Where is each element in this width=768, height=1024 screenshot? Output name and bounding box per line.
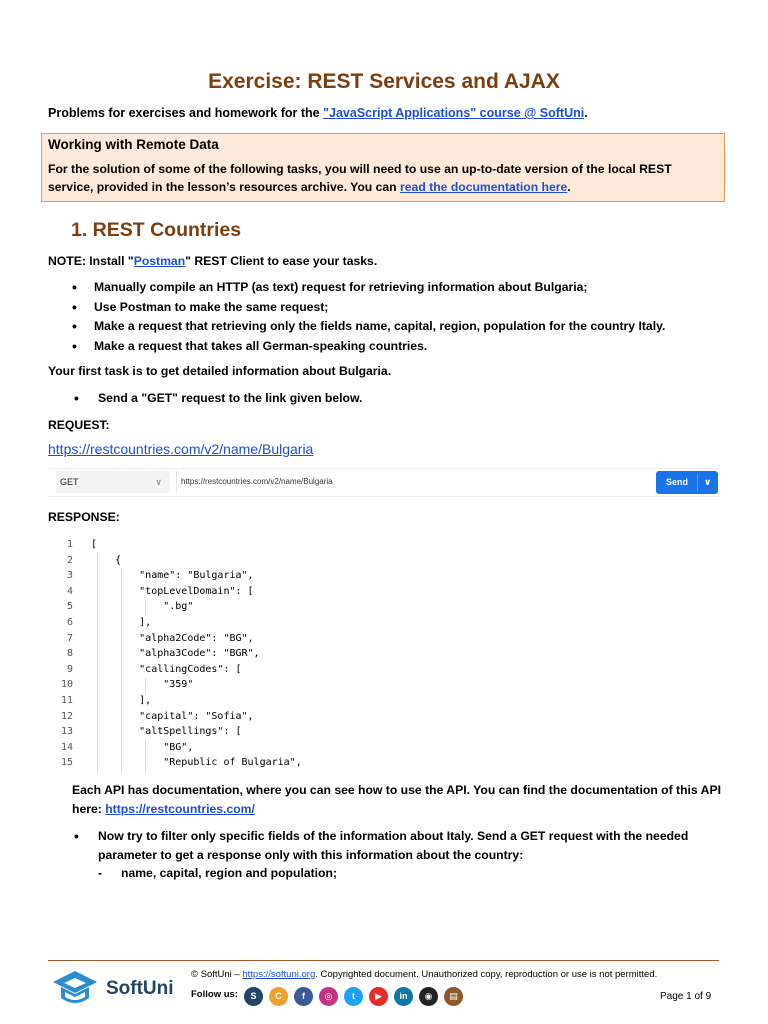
line-number: 1	[66, 539, 73, 550]
line-number: 5	[66, 601, 73, 613]
task-list	[72, 280, 665, 358]
youtube-icon[interactable]: ▶	[369, 987, 388, 1006]
linkedin-icon[interactable]: in	[394, 987, 413, 1006]
facebook-icon[interactable]: f	[294, 987, 313, 1006]
code-line: "359"	[91, 679, 194, 691]
method-select[interactable]	[56, 471, 170, 493]
bullet-dot: •	[74, 390, 79, 406]
request-url-link[interactable]: https://restcountries.com/v2/name/Bulgaria	[48, 441, 314, 457]
code-line: "Republic of Bulgaria",	[91, 757, 302, 769]
line-number: 14	[60, 741, 73, 753]
store-icon[interactable]: ▤	[444, 987, 463, 1006]
intro-text	[48, 106, 588, 120]
restcountries-link[interactable]: https://restcountries.com/	[105, 802, 255, 816]
code-line: "name": "Bulgaria",	[91, 570, 254, 582]
page-number: Page 1 of 9	[660, 991, 712, 1002]
note-heading: Working with Remote Data	[48, 137, 219, 152]
code-line: ],	[91, 617, 152, 628]
copy-suffix: . Copyrighted document. Unauthorized copy, reproduction or use is not permitted.	[315, 969, 658, 980]
filter-text: Now try to filter only specific fields of the information about Italy. Send a GET request with the needed parameter to get a response only with this information about the country:	[98, 829, 689, 862]
softuni-logo[interactable]	[50, 968, 180, 1010]
line-number: 6	[66, 617, 73, 628]
button-divider	[697, 474, 698, 491]
code-line: "topLevelDomain": [	[91, 585, 254, 597]
code-line: "capital": "Sofia",	[91, 710, 254, 722]
postman-request-bar	[48, 468, 720, 497]
note-body: For the solution of some of the following tasks, you will need to use an up-to-date version of the local REST service, provided in the lesson’s resources archive. You can	[48, 162, 672, 194]
sub-item-text: name, capital, region and population;	[121, 866, 338, 880]
line-number: 7	[66, 632, 73, 644]
softuni-creative-icon[interactable]: C	[269, 987, 288, 1006]
code-line: "altSpellings": [	[91, 726, 242, 738]
postman-note	[48, 254, 377, 268]
method-label: GET	[60, 477, 79, 487]
follow-us-label: Follow us:	[191, 989, 238, 1000]
line-number: 15	[60, 757, 73, 769]
line-number: 12	[60, 710, 73, 722]
list-item: • Manually compile an HTTP (as text) request for retrieving information about Bulgaria;	[72, 280, 665, 300]
softuni-icon[interactable]: S	[244, 987, 263, 1006]
line-number: 10	[60, 679, 73, 691]
remote-data-note	[41, 133, 725, 202]
line-number: 8	[66, 648, 73, 660]
note-text	[48, 160, 718, 196]
bullet-dot: •	[74, 828, 79, 844]
note-suffix: .	[567, 180, 571, 194]
line-number: 3	[66, 570, 73, 582]
code-line: {	[91, 554, 122, 566]
code-line: "BG",	[91, 741, 194, 753]
response-code-block	[55, 539, 615, 769]
api-documentation-text	[72, 781, 732, 819]
send-get-bullet	[74, 390, 363, 406]
section-heading: 1. REST Countries	[71, 219, 242, 241]
postman-link[interactable]: Postman	[133, 254, 186, 268]
code-line: "callingCodes": [	[91, 663, 242, 675]
code-line: "alpha2Code": "BG",	[91, 632, 254, 644]
line-number: 13	[60, 726, 73, 738]
code-line: "alpha3Code": "BGR",	[91, 648, 260, 660]
intro-prefix: Problems for exercises and homework for the	[48, 106, 324, 120]
line-number: 2	[66, 554, 73, 566]
line-number: 4	[66, 585, 73, 597]
list-item: • Make a request that takes all German-speaking countries.	[72, 339, 665, 359]
send-label: Send	[666, 477, 689, 487]
logo-text: SoftUni	[106, 978, 174, 999]
response-label: RESPONSE:	[48, 510, 120, 524]
send-get-text: Send a "GET" request to the link given below.	[98, 391, 363, 405]
chevron-down-icon: ∨	[155, 477, 162, 487]
line-number: 11	[60, 695, 73, 706]
list-item: • Use Postman to make the same request;	[72, 300, 665, 320]
graduation-cap-icon	[50, 968, 100, 1008]
github-icon[interactable]: ◉	[419, 987, 438, 1006]
send-button[interactable]	[656, 471, 718, 494]
list-item: • Make a request that retrieving only the fields name, capital, region, population for the country Italy.	[72, 319, 665, 339]
first-task-text: Your first task is to get detailed information about Bulgaria.	[48, 364, 392, 378]
footer-divider	[48, 960, 719, 961]
page-title: Exercise: REST Services and AJAX	[208, 70, 560, 93]
code-line: [	[91, 539, 98, 550]
course-link[interactable]: "JavaScript Applications" course @ SoftUni	[323, 106, 585, 120]
postman-note-suffix: " REST Client to ease your tasks.	[185, 254, 378, 268]
postman-note-prefix: NOTE: Install "	[48, 254, 134, 268]
twitter-icon[interactable]: t	[344, 987, 363, 1006]
intro-suffix: .	[584, 106, 588, 120]
copyright-text	[191, 969, 657, 980]
api-text-body: Each API has documentation, where you can see how to use the API. You can find the documentation of this API here:	[72, 783, 721, 816]
instagram-icon[interactable]: ◎	[319, 987, 338, 1006]
copy-prefix: © SoftUni –	[191, 969, 243, 980]
softuni-site-link[interactable]: https://softuni.org	[242, 969, 316, 980]
filter-bullet	[74, 827, 718, 865]
request-label: REQUEST:	[48, 418, 110, 432]
code-line: ],	[91, 695, 152, 706]
documentation-link[interactable]: read the documentation here	[400, 180, 568, 194]
chevron-down-icon[interactable]: ∨	[704, 477, 712, 487]
code-line: ".bg"	[91, 601, 194, 613]
request-url-input[interactable]: https://restcountries.com/v2/name/Bulgaria	[176, 471, 648, 493]
dash-marker: -	[98, 866, 103, 880]
line-number: 9	[66, 663, 73, 675]
